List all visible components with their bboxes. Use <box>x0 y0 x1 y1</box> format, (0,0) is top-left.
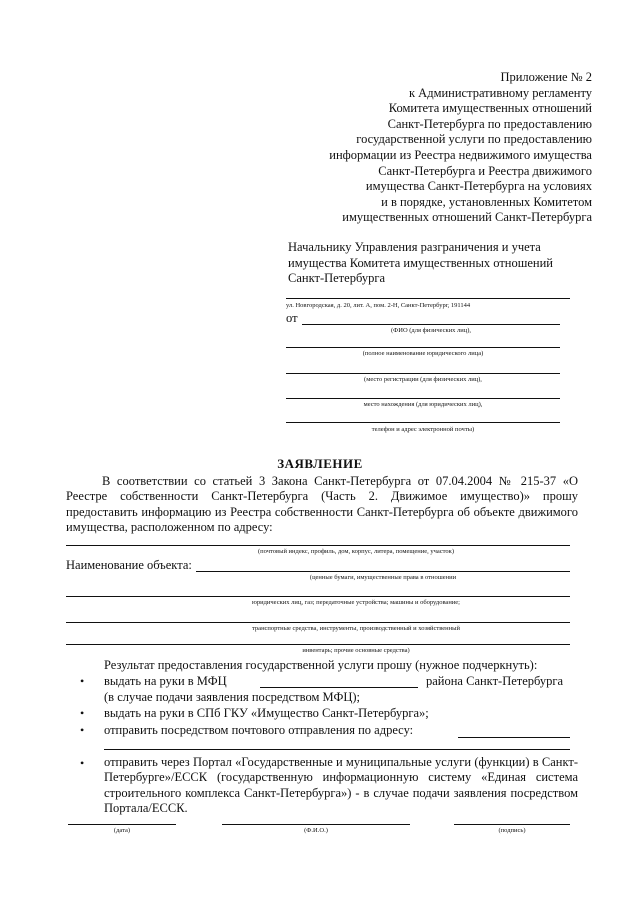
caption-object-4: инвентарь; прочие основные средства) <box>302 647 410 654</box>
appendix-line: к Административному регламенту <box>408 85 592 100</box>
addressee-line: имущества Комитета имущественных отношений <box>288 255 553 270</box>
district-field[interactable] <box>260 687 418 688</box>
option-mfc-suffix: района Санкт-Петербурга <box>426 674 564 688</box>
appendix-header <box>329 70 592 226</box>
bullet-icon: • <box>80 756 85 770</box>
from-label: от <box>286 311 298 325</box>
signature-name-field[interactable] <box>222 824 410 825</box>
appendix-line: Санкт-Петербурга и Реестра движимого <box>378 163 592 178</box>
caption-object-3: транспортные средства, инструменты, производственный и хозяйственный <box>252 625 460 632</box>
location-field[interactable] <box>286 398 560 399</box>
post-address-field[interactable] <box>458 737 570 738</box>
caption-fio-sign: (Ф.И.О.) <box>304 827 328 834</box>
caption-date: (дата) <box>113 827 131 834</box>
addressee-separator <box>286 298 570 299</box>
object-line-2[interactable] <box>66 596 570 597</box>
appendix-line: информации из Реестра недвижимого имущества <box>329 147 592 162</box>
contact-field[interactable] <box>286 422 560 423</box>
statement-title: ЗАЯВЛЕНИЕ <box>277 456 363 471</box>
option-mfc[interactable]: выдать на руки в МФЦ <box>104 674 227 688</box>
addressee-line: Начальнику Управления разграничения и учета <box>288 240 541 254</box>
object-address-field[interactable] <box>66 545 570 546</box>
option-mfc-note: (в случае подачи заявления посредством МФЦ); <box>104 690 360 704</box>
appendix-line: государственной услуги по предоставлению <box>356 132 592 147</box>
appendix-line: имущественных отношений Санкт-Петербурга <box>342 210 592 225</box>
object-line-3[interactable] <box>66 622 570 623</box>
option-gku[interactable]: выдать на руки в СПб ГКУ «Имущество Санкт-Петербурга»; <box>104 706 429 720</box>
caption-loc: место нахождения (для юридических лиц), <box>363 401 483 408</box>
addressee-block <box>288 240 553 287</box>
object-name-label: Наименование объекта: <box>66 558 192 572</box>
appendix-line: и в порядке, установленных Комитетом <box>381 194 592 209</box>
date-field[interactable] <box>68 824 176 825</box>
caption-object-address: (почтовый индекс, профиль, дом, корпус, литера, помещение, участок) <box>258 548 454 555</box>
caption-object-2: юридических лиц, газ; передаточные устройства; машины и оборудование; <box>252 599 460 606</box>
bullet-icon: • <box>80 674 85 688</box>
applicant-org-field[interactable] <box>286 347 560 348</box>
post-address-field-2[interactable] <box>104 749 570 750</box>
caption-sign: (подпись) <box>498 827 526 834</box>
caption-object-1: (ценные бумаги, имущественные права в отношении <box>309 574 457 581</box>
appendix-line: имущества Санкт-Петербурга на условиях <box>365 179 592 194</box>
caption-org: (полное наименование юридического лица) <box>362 350 484 357</box>
appendix-line: Приложение № 2 <box>500 70 592 84</box>
applicant-name-field[interactable] <box>302 324 560 325</box>
statement-body: В соответствии со статьей 3 Закона Санкт-Петербурга от 07.04.2004 № 215-37 «О Реестре собственности Санкт-Петербурга (Часть 2. Движимое имущество)» прошу предоставить информацию из Реестра собственности Санкт-Петербурга об объекте движимого имущества, расположенном по адресу: <box>66 474 578 535</box>
option-post[interactable]: отправить посредством почтового отправления по адресу: <box>104 723 414 737</box>
object-line-4[interactable] <box>66 644 570 645</box>
signature-field[interactable] <box>454 824 570 825</box>
addressee-address: ул. Новгородская, д. 20, лит. А, пом. 2-Н, Санкт-Петербург, 191144 <box>286 302 471 309</box>
caption-contact: телефон и адрес электронной почты) <box>371 426 475 433</box>
bullet-icon: • <box>80 706 85 720</box>
caption-fio: (ФИО (для физических лиц), <box>390 327 472 334</box>
appendix-line: Комитета имущественных отношений <box>388 101 592 116</box>
option-portal[interactable]: отправить через Портал «Государственные и муниципальные услуги (функции) в Санкт-Петербурге»/ЕССК (государственную информационную систему «Единая система строительного комплекса Санкт-Петербурга») - в случае подачи заявления посредством Портала/ЕССК. <box>104 755 578 816</box>
caption-reg: (место регистрации (для физических лиц), <box>364 376 482 383</box>
registration-field[interactable] <box>286 373 560 374</box>
appendix-line: Санкт-Петербурга по предоставлению <box>387 116 592 131</box>
addressee-line: Санкт-Петербурга <box>288 271 386 285</box>
bullet-icon: • <box>80 723 85 737</box>
result-intro: Результат предоставления государственной услуги прошу (нужное подчеркнуть): <box>104 658 538 672</box>
object-name-field[interactable] <box>196 571 570 572</box>
